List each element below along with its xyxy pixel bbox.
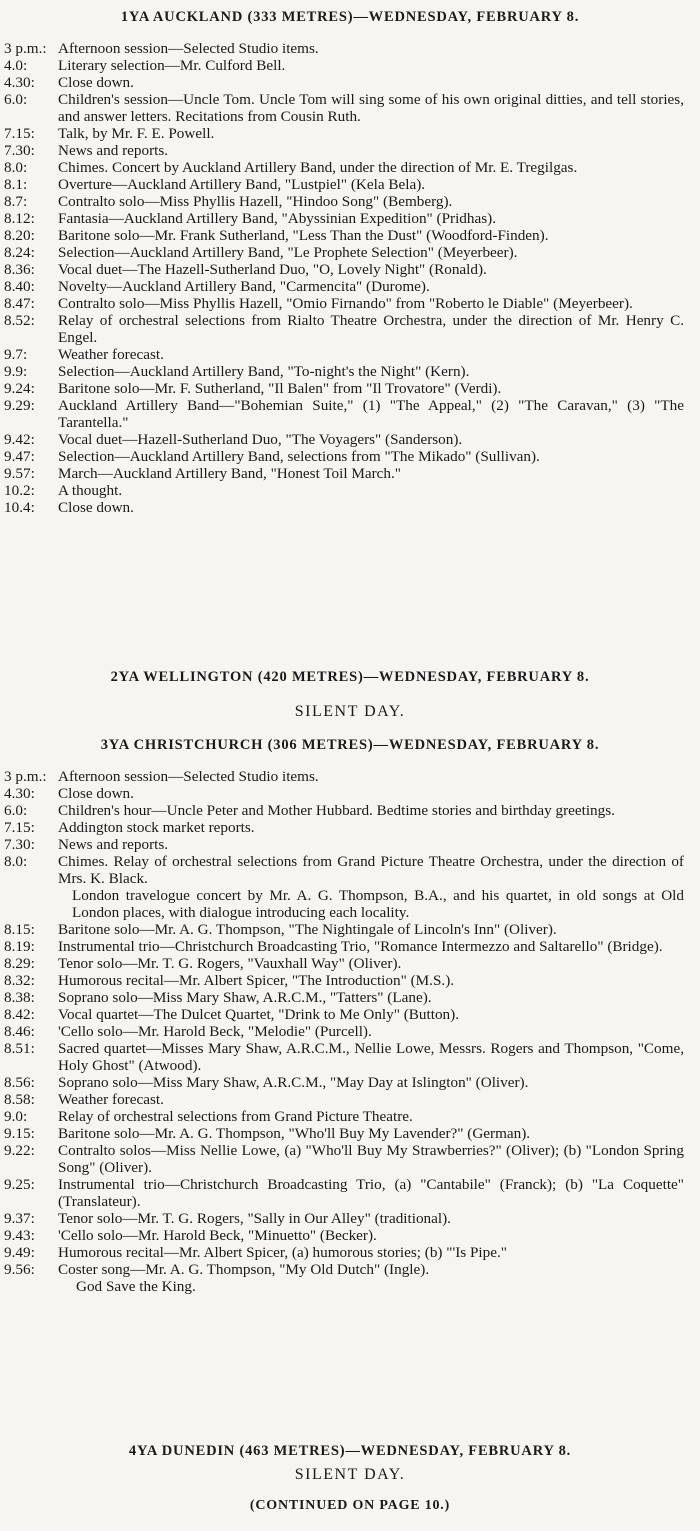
programme-item [0, 819, 700, 836]
programme-time: 9.57: [4, 465, 35, 482]
programme-item [0, 312, 700, 346]
dunedin-silent-day: SILENT DAY. [294, 1466, 406, 1483]
programme-description: Close down. [58, 74, 134, 91]
programme-time: 8.42: [4, 1006, 35, 1023]
programme-time: 7.30: [4, 836, 35, 853]
programme-time: 8.38: [4, 989, 35, 1006]
programme-description: Baritone solo—Mr. A. G. Thompson, "Who'll Buy My Lavender?" (German). [58, 1125, 531, 1142]
programme-time: 9.43: [4, 1227, 35, 1244]
programme-description: Contralto solos—Miss Nellie Lowe, (a) "Who'll Buy My Strawberries?" (Oliver); (b) "London Spring Song" (Oliver). [58, 1142, 684, 1176]
programme-description: Sacred quartet—Misses Mary Shaw, A.R.C.M., Nellie Lowe, Messrs. Rogers and Thompson, "Come, Holy Ghost" (Atwood). [58, 1040, 684, 1074]
programme-description: Relay of orchestral selections from Grand Picture Theatre. [58, 1108, 413, 1125]
programme-description: Literary selection—Mr. Culford Bell. [58, 57, 286, 74]
programme-description: March—Auckland Artillery Band, "Honest Toil March." [58, 465, 401, 482]
programme-time: 9.7: [4, 346, 28, 363]
programme-description: 'Cello solo—Mr. Harold Beck, "Melodie" (Purcell). [58, 1023, 372, 1040]
programme-time: 8.7: [4, 193, 28, 210]
programme-item [0, 482, 700, 499]
programme-time: 8.1: [4, 176, 28, 193]
programme-time: 8.47: [4, 295, 35, 312]
programme-item [0, 1023, 700, 1040]
dunedin-heading: 4YA DUNEDIN (463 METRES)—WEDNESDAY, FEBRUARY 8. [128, 1443, 572, 1459]
programme-description: Overture—Auckland Artillery Band, "Lustpiel" (Kela Bela). [58, 176, 426, 193]
programme-time: 9.24: [4, 380, 35, 397]
programme-item [0, 853, 700, 887]
programme-item [0, 210, 700, 227]
programme-description: Instrumental trio—Christchurch Broadcasting Trio, (a) "Cantabile" (Franck); (b) "La Coquette" (Translateur). [58, 1176, 684, 1210]
programme-item [0, 1261, 700, 1278]
programme-description: Humorous recital—Mr. Albert Spicer, (a) humorous stories; (b) "'Is Pipe." [58, 1244, 507, 1261]
programme-item [0, 1108, 700, 1125]
programme-time: 6.0: [4, 91, 28, 108]
programme-description: Weather forecast. [58, 346, 164, 363]
programme-description: Coster song—Mr. A. G. Thompson, "My Old Dutch" (Ingle). [58, 1261, 430, 1278]
programme-item [0, 465, 700, 482]
programme-time: 9.56: [4, 1261, 35, 1278]
programme-time: 4.30: [4, 74, 35, 91]
programme-description: Auckland Artillery Band—"Bohemian Suite," (1) "The Appeal," (2) "The Caravan," (3) "The Tarantella." [58, 397, 684, 431]
programme-time: 8.15: [4, 921, 35, 938]
programme-time: 8.20: [4, 227, 35, 244]
programme-description: Close down. [58, 785, 134, 802]
programme-description: Selection—Auckland Artillery Band, "To-night's the Night" (Kern). [58, 363, 470, 380]
programme-time: 7.15: [4, 819, 35, 836]
programme-time: 3 p.m.: [4, 40, 47, 57]
programme-time: 9.0: [4, 1108, 28, 1125]
programme-item [0, 938, 700, 955]
programme-time: 10.4: [4, 499, 35, 516]
programme-item [0, 380, 700, 397]
programme-item [0, 346, 700, 363]
programme-item [0, 295, 700, 312]
programme-description: Selection—Auckland Artillery Band, "Le Prophete Selection" (Meyerbeer). [58, 244, 518, 261]
programme-description: A thought. [58, 482, 123, 499]
programme-time: 8.46: [4, 1023, 35, 1040]
programme-item [0, 1074, 700, 1091]
programme-item [0, 802, 700, 819]
programme-item [0, 972, 700, 989]
programme-item [0, 1006, 700, 1023]
programme-item [0, 244, 700, 261]
programme-time: 10.2: [4, 482, 35, 499]
programme-time: 3 p.m.: [4, 768, 47, 785]
programme-description: News and reports. [58, 836, 169, 853]
programme-time: 8.58: [4, 1091, 35, 1108]
programme-item [0, 91, 700, 125]
programme-time: 8.40: [4, 278, 35, 295]
programme-item [0, 125, 700, 142]
programme-description: Children's session—Uncle Tom. Uncle Tom will sing some of his own original ditties, and tell stories, and answer letters. Recitations from Cousin Ruth. [58, 91, 684, 125]
programme-time: 7.15: [4, 125, 35, 142]
programme-description: Vocal quartet—The Dulcet Quartet, "Drink to Me Only" (Button). [58, 1006, 459, 1023]
programme-item [0, 499, 700, 516]
programme-time: 8.0: [4, 853, 28, 870]
programme-time: 8.12: [4, 210, 35, 227]
programme-description: Soprano solo—Miss Mary Shaw, A.R.C.M., "Tatters" (Lane). [58, 989, 432, 1006]
programme-item [0, 227, 700, 244]
programme-time: 8.29: [4, 955, 35, 972]
programme-item [0, 785, 700, 802]
programme-description: Tenor solo—Mr. T. G. Rogers, "Sally in Our Alley" (traditional). [58, 1210, 451, 1227]
programme-time: 9.15: [4, 1125, 35, 1142]
programme-time: 8.51: [4, 1040, 35, 1057]
programme-description: Close down. [58, 499, 134, 516]
programme-time: 7.30: [4, 142, 35, 159]
programme-item [0, 1244, 700, 1261]
programme-time: 9.22: [4, 1142, 35, 1159]
programme-description: Chimes. Concert by Auckland Artillery Band, under the direction of Mr. E. Tregilgas. [58, 159, 578, 176]
programme-time: 9.47: [4, 448, 35, 465]
programme-item [0, 193, 700, 210]
christchurch-heading: 3YA CHRISTCHURCH (306 METRES)—WEDNESDAY, FEBRUARY 8. [100, 737, 600, 753]
programme-time: 8.32: [4, 972, 35, 989]
programme-item [0, 1210, 700, 1227]
programme-time: 9.29: [4, 397, 35, 414]
programme-item [0, 448, 700, 465]
programme-item [0, 176, 700, 193]
programme-description: Baritone solo—Mr. F. Sutherland, "Il Balen" from "Il Trovatore" (Verdi). [58, 380, 502, 397]
auckland-programme [0, 40, 700, 516]
programme-item [0, 1142, 700, 1176]
programme-description: Baritone solo—Mr. Frank Sutherland, "Less Than the Dust" (Woodford-Finden). [58, 227, 549, 244]
programme-item [0, 955, 700, 972]
programme-item [0, 57, 700, 74]
programme-time: 4.0: [4, 57, 28, 74]
programme-item [0, 1091, 700, 1108]
programme-description: Weather forecast. [58, 1091, 164, 1108]
programme-time: 8.24: [4, 244, 35, 261]
programme-time: 8.36: [4, 261, 35, 278]
programme-item [0, 1125, 700, 1142]
programme-description: London travelogue concert by Mr. A. G. Thompson, B.A., and his quartet, in old songs at Old London places, with dialogue introducing each locality. [72, 887, 684, 921]
programme-description: God Save the King. [76, 1278, 196, 1295]
programme-description: Selection—Auckland Artillery Band, selections from "The Mikado" (Sullivan). [58, 448, 540, 465]
programme-item [0, 1176, 700, 1210]
programme-description: News and reports. [58, 142, 169, 159]
programme-item [0, 363, 700, 380]
programme-description: Tenor solo—Mr. T. G. Rogers, "Vauxhall Way" (Oliver). [58, 955, 402, 972]
wellington-heading: 2YA WELLINGTON (420 METRES)—WEDNESDAY, FEBRUARY 8. [110, 669, 590, 685]
programme-time: 9.37: [4, 1210, 35, 1227]
continued-notice: (CONTINUED ON PAGE 10.) [249, 1498, 451, 1513]
programme-time: 8.56: [4, 1074, 35, 1091]
programme-description: Talk, by Mr. F. E. Powell. [58, 125, 215, 142]
programme-description: Soprano solo—Miss Mary Shaw, A.R.C.M., "May Day at Islington" (Oliver). [58, 1074, 529, 1091]
programme-item [0, 768, 700, 785]
programme-item [0, 1227, 700, 1244]
programme-time: 9.42: [4, 431, 35, 448]
programme-description: Afternoon session—Selected Studio items. [58, 40, 319, 57]
programme-item [0, 1278, 700, 1295]
programme-description: Fantasia—Auckland Artillery Band, "Abyssinian Expedition" (Pridhas). [58, 210, 497, 227]
programme-description: Relay of orchestral selections from Rialto Theatre Orchestra, under the direction of Mr. Henry C. Engel. [58, 312, 684, 346]
programme-description: Chimes. Relay of orchestral selections from Grand Picture Theatre Orchestra, under the direction of Mrs. K. Black. [58, 853, 684, 887]
programme-description: Afternoon session—Selected Studio items. [58, 768, 319, 785]
programme-description: Vocal duet—Hazell-Sutherland Duo, "The Voyagers" (Sanderson). [58, 431, 463, 448]
programme-description: Vocal duet—The Hazell-Sutherland Duo, "O, Lovely Night" (Ronald). [58, 261, 487, 278]
programme-item [0, 40, 700, 57]
programme-time: 4.30: [4, 785, 35, 802]
programme-description: Contralto solo—Miss Phyllis Hazell, "Hindoo Song" (Bemberg). [58, 193, 453, 210]
programme-item [0, 142, 700, 159]
programme-item [0, 921, 700, 938]
programme-time: 9.25: [4, 1176, 35, 1193]
programme-item [0, 989, 700, 1006]
auckland-heading: 1YA AUCKLAND (333 METRES)—WEDNESDAY, FEBRUARY 8. [120, 9, 580, 25]
programme-description: Novelty—Auckland Artillery Band, "Carmencita" (Durome). [58, 278, 430, 295]
programme-item [0, 397, 700, 431]
programme-description: Instrumental trio—Christchurch Broadcasting Trio, "Romance Intermezzo and Saltarello" (Bridge). [58, 938, 663, 955]
programme-description: Baritone solo—Mr. A. G. Thompson, "The Nightingale of Lincoln's Inn" (Oliver). [58, 921, 557, 938]
programme-item [0, 836, 700, 853]
programme-time: 8.19: [4, 938, 35, 955]
programme-item [0, 887, 700, 921]
programme-description: Addington stock market reports. [58, 819, 255, 836]
programme-item [0, 159, 700, 176]
programme-item [0, 278, 700, 295]
programme-time: 8.0: [4, 159, 28, 176]
programme-time: 6.0: [4, 802, 28, 819]
programme-time: 9.49: [4, 1244, 35, 1261]
programme-description: Children's hour—Uncle Peter and Mother Hubbard. Bedtime stories and birthday greetings. [58, 802, 615, 819]
wellington-silent-day: SILENT DAY. [294, 703, 406, 720]
programme-time: 8.52: [4, 312, 35, 329]
programme-time: 9.9: [4, 363, 28, 380]
programme-item [0, 74, 700, 91]
programme-description: 'Cello solo—Mr. Harold Beck, "Minuetto" (Becker). [58, 1227, 377, 1244]
programme-description: Contralto solo—Miss Phyllis Hazell, "Omio Firnando" from "Roberto le Diable" (Meyerbeer). [58, 295, 633, 312]
programme-description: Humorous recital—Mr. Albert Spicer, "The Introduction" (M.S.). [58, 972, 455, 989]
programme-item [0, 261, 700, 278]
programme-item [0, 431, 700, 448]
programme-item [0, 1040, 700, 1074]
christchurch-programme [0, 768, 700, 1295]
